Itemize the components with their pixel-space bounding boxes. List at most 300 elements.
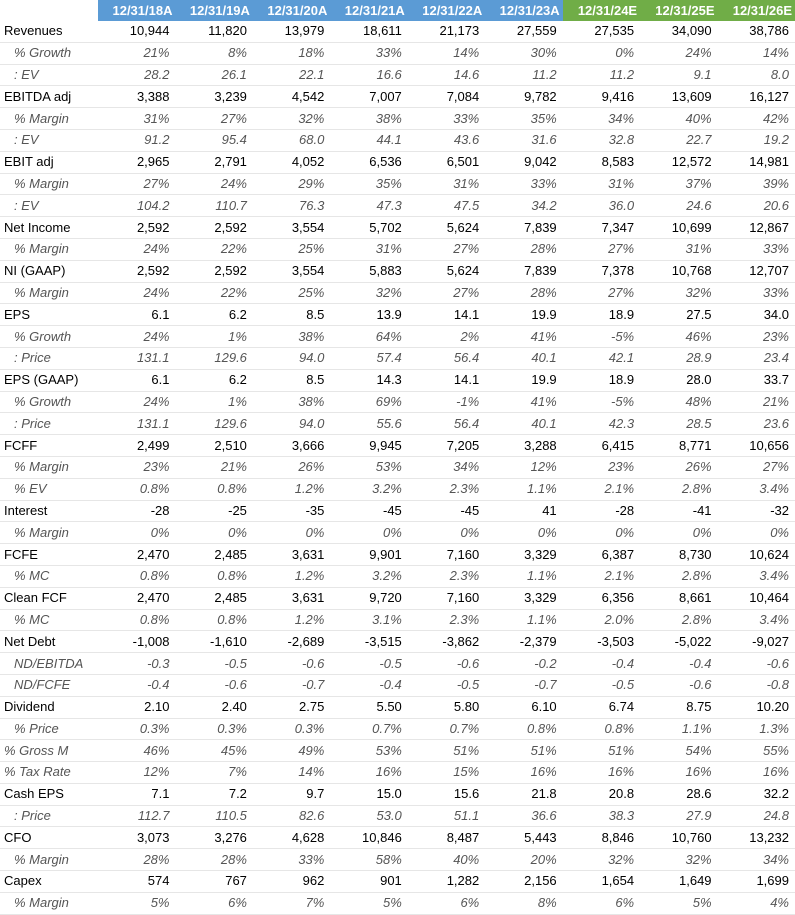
value-cell: 23.6 <box>718 413 795 435</box>
value-cell: 0% <box>718 522 795 544</box>
row-label: % Margin <box>0 108 98 130</box>
value-cell: 0.3% <box>98 718 175 740</box>
value-cell: 104.2 <box>98 195 175 217</box>
value-cell: 8% <box>485 892 562 914</box>
row-label: Net Income <box>0 217 98 239</box>
value-cell: -0.4 <box>563 653 640 675</box>
table-row-ratio <box>0 129 795 151</box>
value-cell: 31% <box>408 173 485 195</box>
value-cell: 39% <box>718 173 795 195</box>
value-cell: 3.2% <box>330 565 407 587</box>
table-row-ratio <box>0 718 795 740</box>
value-cell: 129.6 <box>175 413 252 435</box>
table-row-ratio <box>0 326 795 348</box>
row-label: % Margin <box>0 892 98 914</box>
row-label: Capex <box>0 871 98 893</box>
row-label: ND/EBITDA <box>0 653 98 675</box>
value-cell: 2.3% <box>408 609 485 631</box>
value-cell: 8.5 <box>253 304 330 326</box>
value-cell: 7,347 <box>563 217 640 239</box>
value-cell: 8.0 <box>718 64 795 86</box>
value-cell: 36.6 <box>485 805 562 827</box>
value-cell: 3,239 <box>175 86 252 108</box>
value-cell: -1,008 <box>98 631 175 653</box>
value-cell: 0.8% <box>175 609 252 631</box>
value-cell: 27.5 <box>640 304 717 326</box>
value-cell: -0.5 <box>408 674 485 696</box>
value-cell: -0.6 <box>175 674 252 696</box>
value-cell: 3,073 <box>98 827 175 849</box>
value-cell: 1.1% <box>485 609 562 631</box>
value-cell: -5% <box>563 326 640 348</box>
value-cell: 23% <box>98 456 175 478</box>
value-cell: 24% <box>98 391 175 413</box>
table-row-ratio <box>0 740 795 762</box>
value-cell: 2,499 <box>98 435 175 457</box>
value-cell: 46% <box>640 326 717 348</box>
value-cell: 19.9 <box>485 369 562 391</box>
table-row-ratio <box>0 609 795 631</box>
value-cell: -0.5 <box>563 674 640 696</box>
column-header-actual: 12/31/18A <box>98 0 175 21</box>
value-cell: 15.6 <box>408 783 485 805</box>
value-cell: 0% <box>563 522 640 544</box>
value-cell: 27% <box>408 238 485 260</box>
value-cell: 13,232 <box>718 827 795 849</box>
value-cell: 33.7 <box>718 369 795 391</box>
table-row-ratio <box>0 195 795 217</box>
value-cell: -2,689 <box>253 631 330 653</box>
row-label: Net Debt <box>0 631 98 653</box>
value-cell: -1,610 <box>175 631 252 653</box>
value-cell: -45 <box>330 500 407 522</box>
value-cell: 28.5 <box>640 413 717 435</box>
value-cell: 14.6 <box>408 64 485 86</box>
value-cell: 28.2 <box>98 64 175 86</box>
value-cell: 16% <box>330 762 407 784</box>
value-cell: 3,631 <box>253 587 330 609</box>
value-cell: 7% <box>175 762 252 784</box>
value-cell: 110.7 <box>175 195 252 217</box>
value-cell: 42% <box>718 108 795 130</box>
table-row-metric <box>0 369 795 391</box>
value-cell: 9,782 <box>485 86 562 108</box>
value-cell: -32 <box>718 500 795 522</box>
value-cell: 10.20 <box>718 696 795 718</box>
value-cell: -0.3 <box>98 653 175 675</box>
value-cell: 3.1% <box>330 609 407 631</box>
value-cell: -0.4 <box>98 674 175 696</box>
value-cell: 18.9 <box>563 369 640 391</box>
value-cell: 40% <box>640 108 717 130</box>
value-cell: 49% <box>253 740 330 762</box>
value-cell: 13,609 <box>640 86 717 108</box>
table-row-ratio <box>0 522 795 544</box>
value-cell: 0% <box>175 522 252 544</box>
header-corner <box>0 0 98 21</box>
value-cell: 6,501 <box>408 151 485 173</box>
value-cell: 38.3 <box>563 805 640 827</box>
table-body <box>0 21 795 914</box>
value-cell: 40.1 <box>485 347 562 369</box>
table-row-ratio <box>0 565 795 587</box>
value-cell: 1.2% <box>253 478 330 500</box>
value-cell: 0.8% <box>175 565 252 587</box>
value-cell: 6% <box>408 892 485 914</box>
value-cell: 5,624 <box>408 217 485 239</box>
table-row-metric <box>0 304 795 326</box>
value-cell: 962 <box>253 871 330 893</box>
value-cell: 9,042 <box>485 151 562 173</box>
value-cell: 33% <box>485 173 562 195</box>
table-row-metric <box>0 151 795 173</box>
value-cell: 2,791 <box>175 151 252 173</box>
value-cell: 11.2 <box>485 64 562 86</box>
value-cell: -0.6 <box>718 653 795 675</box>
value-cell: 5,702 <box>330 217 407 239</box>
value-cell: 8,583 <box>563 151 640 173</box>
value-cell: 22.1 <box>253 64 330 86</box>
value-cell: 29% <box>253 173 330 195</box>
row-label: EPS (GAAP) <box>0 369 98 391</box>
row-label: : Price <box>0 413 98 435</box>
value-cell: 8,661 <box>640 587 717 609</box>
value-cell: 9,416 <box>563 86 640 108</box>
value-cell: 32% <box>563 849 640 871</box>
value-cell: 41 <box>485 500 562 522</box>
value-cell: 94.0 <box>253 413 330 435</box>
row-label: % Margin <box>0 238 98 260</box>
value-cell: 21% <box>718 391 795 413</box>
value-cell: 58% <box>330 849 407 871</box>
value-cell: -0.8 <box>718 674 795 696</box>
value-cell: 36.0 <box>563 195 640 217</box>
value-cell: 32% <box>253 108 330 130</box>
value-cell: 15.0 <box>330 783 407 805</box>
row-label: % Margin <box>0 522 98 544</box>
table-row-metric <box>0 696 795 718</box>
value-cell: 24% <box>98 282 175 304</box>
value-cell: 2,592 <box>98 217 175 239</box>
value-cell: 19.2 <box>718 129 795 151</box>
row-label: Clean FCF <box>0 587 98 609</box>
column-header-actual: 12/31/20A <box>253 0 330 21</box>
value-cell: 4,542 <box>253 86 330 108</box>
value-cell: 131.1 <box>98 413 175 435</box>
row-label: % Margin <box>0 456 98 478</box>
value-cell: 56.4 <box>408 347 485 369</box>
value-cell: 2,510 <box>175 435 252 457</box>
table-row-metric <box>0 871 795 893</box>
value-cell: 9,945 <box>330 435 407 457</box>
value-cell: 5.50 <box>330 696 407 718</box>
value-cell: 32.8 <box>563 129 640 151</box>
value-cell: 1,649 <box>640 871 717 893</box>
value-cell: 28% <box>485 282 562 304</box>
value-cell: 24% <box>98 238 175 260</box>
value-cell: 5,624 <box>408 260 485 282</box>
row-label: : EV <box>0 195 98 217</box>
value-cell: 25% <box>253 238 330 260</box>
value-cell: -0.6 <box>640 674 717 696</box>
column-header-actual: 12/31/21A <box>330 0 407 21</box>
value-cell: 16.6 <box>330 64 407 86</box>
value-cell: 68.0 <box>253 129 330 151</box>
value-cell: -25 <box>175 500 252 522</box>
value-cell: 27% <box>718 456 795 478</box>
value-cell: 21.8 <box>485 783 562 805</box>
row-label: Interest <box>0 500 98 522</box>
value-cell: 27% <box>563 238 640 260</box>
value-cell: 34.0 <box>718 304 795 326</box>
value-cell: 53% <box>330 740 407 762</box>
value-cell: 0.8% <box>175 478 252 500</box>
row-label: % Tax Rate <box>0 762 98 784</box>
row-label: EBIT adj <box>0 151 98 173</box>
value-cell: 10,760 <box>640 827 717 849</box>
table-row-ratio <box>0 892 795 914</box>
value-cell: 19.9 <box>485 304 562 326</box>
value-cell: 2.8% <box>640 609 717 631</box>
table-row-ratio <box>0 805 795 827</box>
table-row-ratio <box>0 108 795 130</box>
row-label: % Margin <box>0 173 98 195</box>
value-cell: 34% <box>408 456 485 478</box>
table-row-ratio <box>0 282 795 304</box>
value-cell: 112.7 <box>98 805 175 827</box>
value-cell: 6,536 <box>330 151 407 173</box>
value-cell: 0% <box>253 522 330 544</box>
value-cell: 69% <box>330 391 407 413</box>
value-cell: 7.1 <box>98 783 175 805</box>
value-cell: 8% <box>175 42 252 64</box>
value-cell: 5% <box>640 892 717 914</box>
value-cell: 43.6 <box>408 129 485 151</box>
value-cell: 47.3 <box>330 195 407 217</box>
row-label: : EV <box>0 64 98 86</box>
value-cell: -3,515 <box>330 631 407 653</box>
row-label: EPS <box>0 304 98 326</box>
value-cell: 27,535 <box>563 21 640 42</box>
value-cell: -0.7 <box>485 674 562 696</box>
value-cell: 38,786 <box>718 21 795 42</box>
value-cell: 14.1 <box>408 304 485 326</box>
value-cell: 35% <box>330 173 407 195</box>
value-cell: 0.8% <box>98 565 175 587</box>
column-header-actual: 12/31/22A <box>408 0 485 21</box>
value-cell: 2.10 <box>98 696 175 718</box>
value-cell: 33% <box>408 108 485 130</box>
value-cell: -5% <box>563 391 640 413</box>
row-label: FCFE <box>0 544 98 566</box>
value-cell: 4,628 <box>253 827 330 849</box>
value-cell: -0.5 <box>330 653 407 675</box>
table-row-metric <box>0 260 795 282</box>
value-cell: 1.1% <box>485 478 562 500</box>
value-cell: -28 <box>98 500 175 522</box>
value-cell: 10,846 <box>330 827 407 849</box>
value-cell: 3,276 <box>175 827 252 849</box>
value-cell: 22.7 <box>640 129 717 151</box>
value-cell: 0% <box>330 522 407 544</box>
value-cell: 28% <box>485 238 562 260</box>
value-cell: 14% <box>408 42 485 64</box>
value-cell: 48% <box>640 391 717 413</box>
value-cell: -5,022 <box>640 631 717 653</box>
value-cell: 1.2% <box>253 565 330 587</box>
value-cell: 0.3% <box>175 718 252 740</box>
value-cell: 1.3% <box>718 718 795 740</box>
table-row-ratio <box>0 347 795 369</box>
value-cell: 16% <box>563 762 640 784</box>
value-cell: 33% <box>718 238 795 260</box>
row-label: % Price <box>0 718 98 740</box>
table-row-metric <box>0 86 795 108</box>
value-cell: 2,592 <box>175 260 252 282</box>
value-cell: 9,720 <box>330 587 407 609</box>
row-label: % Margin <box>0 282 98 304</box>
value-cell: 51% <box>563 740 640 762</box>
value-cell: 22% <box>175 238 252 260</box>
value-cell: 13.9 <box>330 304 407 326</box>
value-cell: 3.4% <box>718 609 795 631</box>
value-cell: 40.1 <box>485 413 562 435</box>
value-cell: 76.3 <box>253 195 330 217</box>
column-header-estimate: 12/31/24E <box>563 0 640 21</box>
value-cell: 7% <box>253 892 330 914</box>
value-cell: 21% <box>175 456 252 478</box>
value-cell: 6% <box>563 892 640 914</box>
table-row-ratio <box>0 413 795 435</box>
value-cell: 0.3% <box>253 718 330 740</box>
value-cell: 53.0 <box>330 805 407 827</box>
value-cell: 38% <box>330 108 407 130</box>
value-cell: 6,356 <box>563 587 640 609</box>
value-cell: 41% <box>485 391 562 413</box>
row-label: Revenues <box>0 21 98 42</box>
table-row-ratio <box>0 762 795 784</box>
value-cell: -9,027 <box>718 631 795 653</box>
value-cell: 7,839 <box>485 260 562 282</box>
value-cell: 10,768 <box>640 260 717 282</box>
table-row-metric <box>0 21 795 42</box>
table-row-metric <box>0 587 795 609</box>
value-cell: 2.3% <box>408 565 485 587</box>
value-cell: -0.4 <box>330 674 407 696</box>
value-cell: 3,554 <box>253 260 330 282</box>
value-cell: 0% <box>98 522 175 544</box>
value-cell: 1,699 <box>718 871 795 893</box>
value-cell: 3,329 <box>485 587 562 609</box>
value-cell: 5% <box>98 892 175 914</box>
value-cell: 11,820 <box>175 21 252 42</box>
value-cell: 32% <box>640 849 717 871</box>
value-cell: -0.6 <box>253 653 330 675</box>
row-label: % MC <box>0 565 98 587</box>
value-cell: 31% <box>563 173 640 195</box>
value-cell: 35% <box>485 108 562 130</box>
value-cell: 38% <box>253 326 330 348</box>
value-cell: 33% <box>253 849 330 871</box>
value-cell: 57.4 <box>330 347 407 369</box>
value-cell: 6.2 <box>175 369 252 391</box>
value-cell: 2,470 <box>98 544 175 566</box>
value-cell: 54% <box>640 740 717 762</box>
value-cell: 8,730 <box>640 544 717 566</box>
table-row-metric <box>0 544 795 566</box>
value-cell: 2,470 <box>98 587 175 609</box>
row-label: % MC <box>0 609 98 631</box>
value-cell: 51% <box>408 740 485 762</box>
value-cell: 31.6 <box>485 129 562 151</box>
value-cell: 901 <box>330 871 407 893</box>
value-cell: 0.8% <box>485 718 562 740</box>
value-cell: 95.4 <box>175 129 252 151</box>
value-cell: 131.1 <box>98 347 175 369</box>
value-cell: 2.3% <box>408 478 485 500</box>
value-cell: 3.4% <box>718 565 795 587</box>
value-cell: 8,771 <box>640 435 717 457</box>
row-label: FCFF <box>0 435 98 457</box>
value-cell: 12% <box>485 456 562 478</box>
value-cell: 10,656 <box>718 435 795 457</box>
value-cell: -35 <box>253 500 330 522</box>
value-cell: 24.6 <box>640 195 717 217</box>
value-cell: 20.6 <box>718 195 795 217</box>
value-cell: 13,979 <box>253 21 330 42</box>
value-cell: 24% <box>175 173 252 195</box>
value-cell: -1% <box>408 391 485 413</box>
value-cell: 28% <box>175 849 252 871</box>
table-row-metric <box>0 783 795 805</box>
value-cell: 5% <box>330 892 407 914</box>
value-cell: 8.5 <box>253 369 330 391</box>
value-cell: 12,867 <box>718 217 795 239</box>
value-cell: 12% <box>98 762 175 784</box>
value-cell: 6,415 <box>563 435 640 457</box>
value-cell: 2.75 <box>253 696 330 718</box>
value-cell: 9,901 <box>330 544 407 566</box>
row-label: % Growth <box>0 391 98 413</box>
value-cell: 14.1 <box>408 369 485 391</box>
value-cell: 12,707 <box>718 260 795 282</box>
value-cell: 6% <box>175 892 252 914</box>
value-cell: 20.8 <box>563 783 640 805</box>
value-cell: 14.3 <box>330 369 407 391</box>
value-cell: 21% <box>98 42 175 64</box>
value-cell: 10,944 <box>98 21 175 42</box>
value-cell: -0.5 <box>175 653 252 675</box>
value-cell: 28.0 <box>640 369 717 391</box>
row-label: % Gross M <box>0 740 98 762</box>
value-cell: 0.8% <box>98 478 175 500</box>
value-cell: 20% <box>485 849 562 871</box>
value-cell: 15% <box>408 762 485 784</box>
value-cell: 2.1% <box>563 565 640 587</box>
value-cell: 34.2 <box>485 195 562 217</box>
table-row-ratio <box>0 42 795 64</box>
value-cell: 0.7% <box>330 718 407 740</box>
value-cell: 7,205 <box>408 435 485 457</box>
table-row-metric <box>0 500 795 522</box>
value-cell: 1.1% <box>640 718 717 740</box>
value-cell: 7,160 <box>408 587 485 609</box>
value-cell: 94.0 <box>253 347 330 369</box>
value-cell: 574 <box>98 871 175 893</box>
value-cell: -0.4 <box>640 653 717 675</box>
table-row-metric <box>0 217 795 239</box>
row-label: Dividend <box>0 696 98 718</box>
